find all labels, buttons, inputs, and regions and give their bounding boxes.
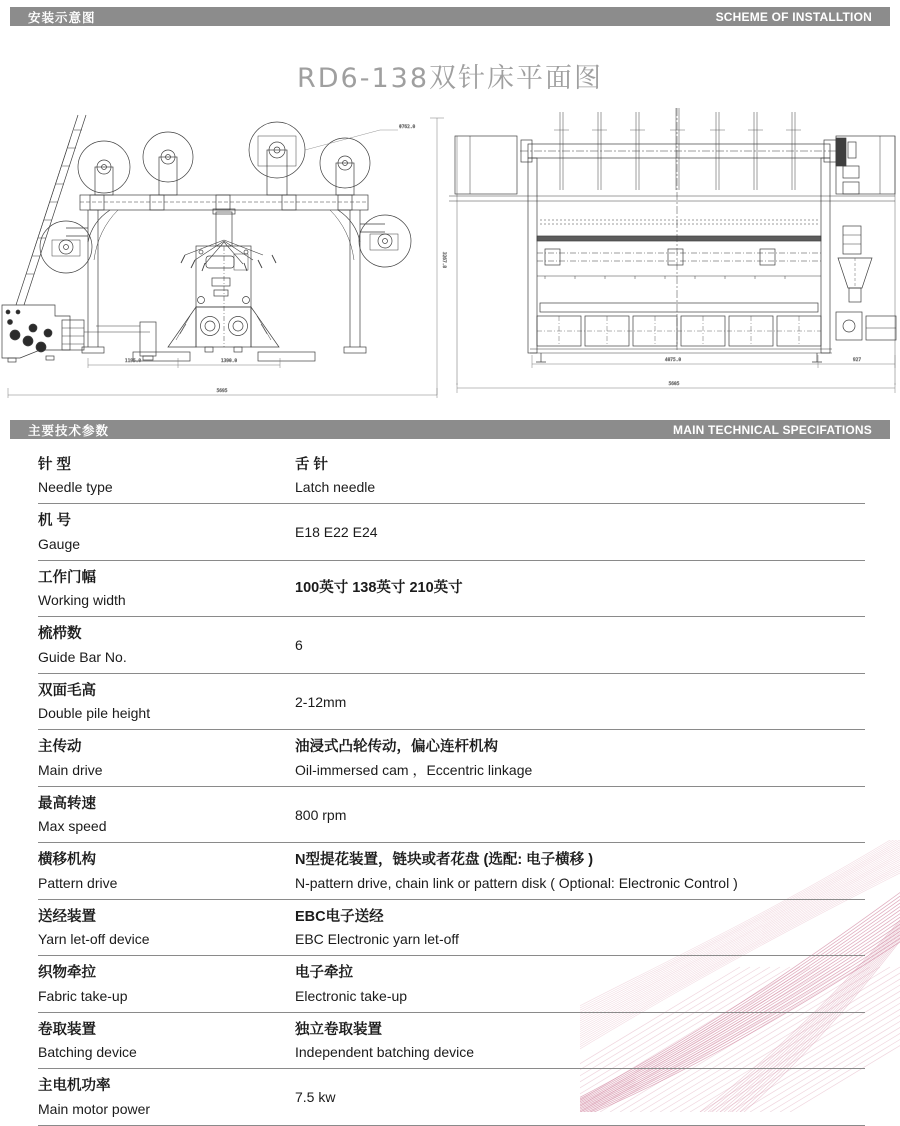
side-view-drawing [449, 108, 896, 385]
spec-row [38, 900, 865, 956]
spec-label-en: Gauge [38, 535, 81, 552]
spec-label-cell [38, 730, 295, 785]
header-bar-installation [10, 7, 890, 26]
header2-en-label: MAIN TECHNICAL SPECIFATIONS [673, 422, 872, 437]
spec-label-cell [38, 617, 295, 672]
svg-text:3267.8: 3267.8 [441, 251, 446, 269]
svg-text:1390.0: 1390.0 [220, 359, 238, 364]
spec-value-cell [295, 730, 865, 785]
spec-row [38, 448, 865, 504]
spec-label-en: Needle type [38, 479, 113, 496]
spec-label-en: Pattern drive [38, 874, 118, 891]
spec-row [38, 956, 865, 1012]
spec-value: 7.5 kw [295, 1088, 336, 1105]
spec-value-cell [295, 686, 865, 718]
spec-label-cell [38, 1069, 295, 1124]
header1-en-label: SCHEME OF INSTALLTION [715, 9, 872, 24]
spec-value-en: N-pattern drive, chain link or pattern disk ( Optional: Electronic Control ) [295, 874, 738, 891]
spec-value-cell [295, 571, 865, 606]
installation-drawings [0, 100, 900, 415]
spec-label-zh: 主传动 [38, 739, 82, 756]
header-bar-specifications [10, 420, 890, 439]
spec-label-cell [38, 843, 295, 898]
spec-label-zh: 针 型 [38, 457, 72, 473]
spec-label-en: Double pile height [38, 705, 151, 722]
spec-table [38, 448, 865, 1126]
spec-value-en: EBC Electronic yarn let-off [295, 931, 459, 948]
spec-value-zh: EBC电子送经 [295, 908, 384, 925]
spec-value-zh: 独立卷取装置 [295, 1021, 382, 1038]
spec-label-zh: 横移机构 [38, 852, 96, 869]
spec-row [38, 674, 865, 730]
drawing-title: RD6-138双针床平面图 [296, 63, 603, 94]
spec-label-cell [38, 674, 295, 729]
spec-label-en: Yarn let-off device [38, 931, 150, 948]
spec-label-zh: 工作门幅 [38, 569, 96, 586]
spec-label-zh: 最高转速 [38, 795, 96, 812]
spec-value: 800 rpm [295, 806, 347, 823]
spec-row [38, 504, 865, 560]
spec-label-cell [38, 561, 295, 616]
spec-value-zh: 油浸式凸轮传动，偏心连杆机构 [295, 739, 498, 756]
spec-label-cell [38, 1013, 295, 1068]
front-view-dimensions [8, 118, 447, 398]
spec-row [38, 787, 865, 843]
spec-label-zh: 卷取装置 [38, 1021, 96, 1038]
spec-label-en: Guide Bar No. [38, 648, 127, 665]
svg-text:927: 927 [852, 358, 862, 363]
spec-row [38, 561, 865, 617]
spec-value-cell [295, 799, 865, 831]
spec-value-zh: 舌 针 [295, 457, 329, 473]
side-view-dimensions [457, 355, 895, 393]
spec-value-zh: 100英寸 138英寸 210英寸 [295, 580, 463, 597]
spec-label-zh: 主电机功率 [38, 1078, 111, 1095]
header1-zh-label: 安装示意图 [28, 10, 96, 25]
header2-zh-label: 主要技术参数 [28, 423, 110, 438]
spec-label-en: Main motor power [38, 1100, 151, 1117]
spec-value-zh: N型提花装置，链块或者花盘 (选配: 电子横移 ) [295, 852, 594, 869]
spec-row [38, 1013, 865, 1069]
svg-text:4075.0: 4075.0 [664, 358, 682, 363]
svg-text:5605: 5605 [668, 382, 680, 387]
spec-value-cell [295, 1013, 865, 1068]
spec-row [38, 730, 865, 786]
spec-value-cell [295, 900, 865, 955]
spec-label-en: Fabric take-up [38, 987, 128, 1004]
spec-label-zh: 梳栉数 [38, 626, 82, 643]
spec-label-en: Max speed [38, 818, 107, 835]
spec-label-en: Main drive [38, 761, 103, 778]
front-view-drawing [2, 115, 411, 362]
spec-label-cell [38, 504, 295, 559]
spec-value-cell [295, 1081, 865, 1113]
spec-label-zh: 双面毛高 [38, 682, 96, 699]
spec-label-zh: 织物牵拉 [38, 965, 96, 982]
spec-label-zh: 机 号 [38, 513, 72, 530]
spec-value-cell [295, 629, 865, 661]
svg-text:1195.0: 1195.0 [124, 359, 142, 364]
spec-value-cell [295, 448, 865, 503]
spec-row [38, 617, 865, 673]
spec-value: E18 E22 E24 [295, 524, 378, 541]
spec-value-en: Latch needle [295, 479, 376, 496]
svg-text:5695: 5695 [216, 389, 228, 394]
spec-value-cell [295, 956, 865, 1011]
spec-label-cell [38, 787, 295, 842]
spec-label-en: Batching device [38, 1044, 137, 1061]
spec-value: 2-12mm [295, 693, 347, 710]
spec-label-cell [38, 956, 295, 1011]
spec-value-zh: 电子牵拉 [295, 965, 353, 982]
spec-label-en: Working width [38, 592, 126, 609]
spec-value: 6 [295, 637, 303, 654]
svg-text:Φ762.0: Φ762.0 [399, 125, 416, 130]
spec-value-cell [295, 516, 865, 548]
spec-label-zh: 送经装置 [38, 908, 96, 925]
spec-value-en: Independent batching device [295, 1044, 475, 1061]
spec-value-en: Oil-immersed cam ，Eccentric linkage [295, 761, 533, 778]
spec-row [38, 843, 865, 899]
spec-value-cell [295, 843, 865, 898]
spec-value-en: Electronic take-up [295, 987, 408, 1004]
spec-label-cell [38, 900, 295, 955]
spec-row [38, 1069, 865, 1125]
spec-label-cell [38, 448, 295, 503]
